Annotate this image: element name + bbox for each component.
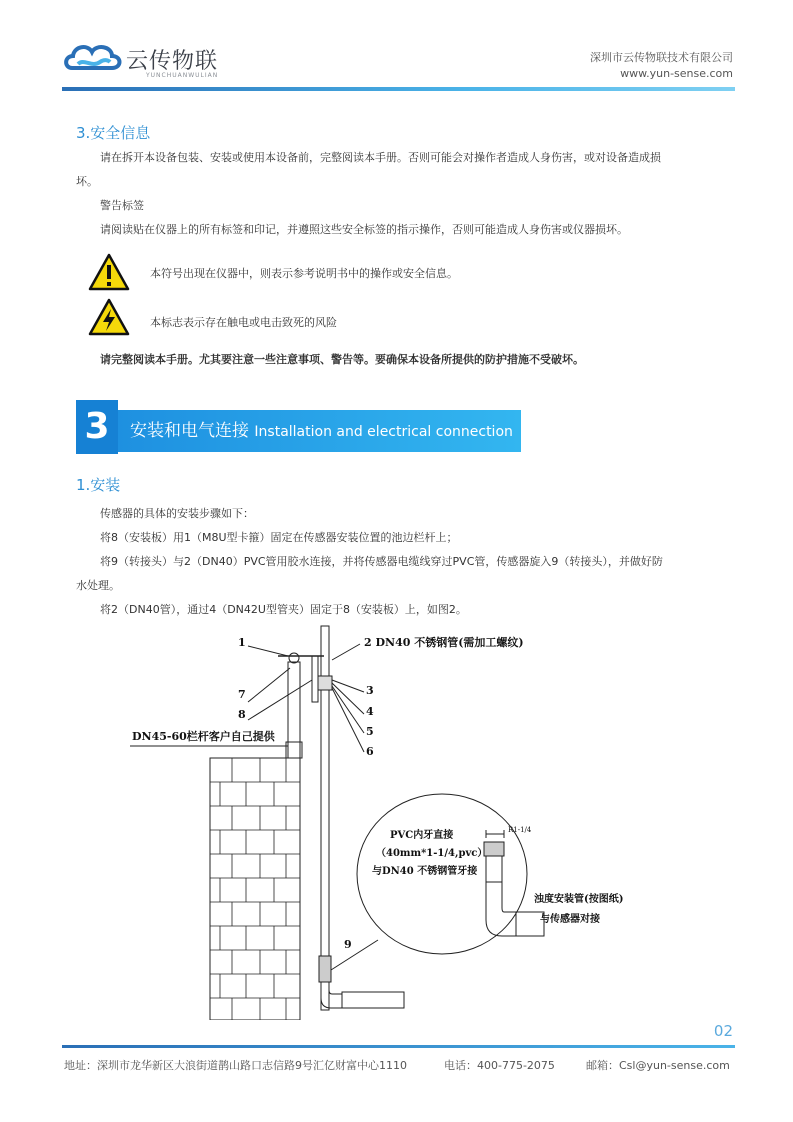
diagram-label-9: 9 (344, 938, 352, 951)
brick-wall (210, 758, 300, 1020)
safety-final-note: 请完整阅读本手册。尤其要注意一些注意事项、警告等。要确保本设备所提供的防护措施不受破坏。 (100, 353, 584, 366)
diagram-label-4: 4 (366, 705, 374, 718)
diagram-label-7: 7 (238, 688, 246, 701)
pvc-label-line2: （40mm*1-1/4,pvc） (376, 848, 488, 859)
page-number: 02 (713, 1022, 733, 1040)
caution-icon (88, 253, 130, 291)
footer-phone: 电话：400-775-2075 (444, 1059, 555, 1072)
pvc-label-line1: PVC内牙直接 (390, 830, 454, 841)
electric-shock-icon (88, 298, 130, 336)
install-step-2: 将9（转接头）与2（DN40）PVC管用胶水连接，并将传感器电缆线穿过PVC管，传感器旋入9（转接头），并做好防 (100, 555, 663, 568)
company-name: 深圳市云传物联技术有限公司 (590, 51, 733, 64)
electric-icon-text: 本标志表示存在触电或电击致死的风险 (150, 316, 337, 329)
safety-section-title: 3.安全信息 (76, 124, 151, 142)
footer-email[interactable]: 邮箱：Csl@yun-sense.com (586, 1059, 730, 1072)
diagram-label-3: 3 (366, 684, 374, 697)
pvc-label-line3: 与DN40 不锈钢管牙接 (372, 866, 478, 877)
brick-lines (210, 758, 300, 1020)
caution-icon-text: 本符号出现在仪器中，则表示参考说明书中的操作或安全信息。 (150, 267, 458, 280)
railing-label: DN45-60栏杆客户自己提供 (132, 730, 275, 743)
footer-divider (62, 1045, 735, 1048)
diagram-label-8: 8 (238, 708, 246, 721)
install-step-2-cont: 水处理。 (76, 579, 120, 592)
brand-pinyin: YUNCHUANWULIAN (146, 72, 219, 79)
header-company-info (590, 50, 733, 82)
install-section-title: 1.安装 (76, 476, 121, 494)
diagram-label-1: 1 (238, 636, 246, 649)
company-website[interactable]: www.yun-sense.com (620, 67, 733, 80)
install-step-intro: 传感器的具体的安装步骤如下： (100, 507, 254, 520)
chapter-number: 3 (76, 400, 118, 454)
safety-intro-cont: 坏。 (76, 175, 98, 188)
company-logo (62, 38, 124, 80)
chapter-title (130, 410, 513, 453)
diagram-label-2: 2 DN40 不锈钢管(需加工螺纹) (364, 636, 524, 649)
warning-label-title: 警告标签 (100, 199, 144, 212)
brand-name: 云传物联 (126, 49, 219, 74)
installation-diagram (120, 620, 624, 1020)
turbidity-label-line1: 浊度安装管(按图纸) (534, 894, 624, 905)
diagram-label-6: 6 (366, 745, 374, 758)
footer-address: 地址：深圳市龙华新区大浪街道鹊山路口志信路9号汇亿财富中心1110 (64, 1059, 407, 1072)
install-step-3: 将2（DN40管），通过4（DN42U型管夹）固定于8（安装板）上，如图2。 (100, 603, 467, 616)
thread-label: R1-1/4 (508, 826, 532, 834)
header-divider (62, 87, 735, 91)
install-step-1: 将8（安装板）用1（M8U型卡箍）固定在传感器安装位置的池边栏杆上； (100, 531, 458, 544)
railing-post (288, 662, 300, 758)
diagram-label-5: 5 (366, 725, 374, 738)
chapter-title-cn: 安装和电气连接 (130, 421, 249, 441)
chapter-title-en: Installation and electrical connection (254, 424, 513, 440)
safety-intro: 请在拆开本设备包装、安装或使用本设备前，完整阅读本手册。否则可能会对操作者造成人身伤害，或对设备造成损 (100, 151, 661, 164)
warning-label-text: 请阅读贴在仪器上的所有标签和印记，并遵照这些安全标签的指示操作，否则可能造成人身伤害或仪器损坏。 (100, 223, 628, 236)
turbidity-label-line2: 与传感器对接 (540, 914, 600, 925)
